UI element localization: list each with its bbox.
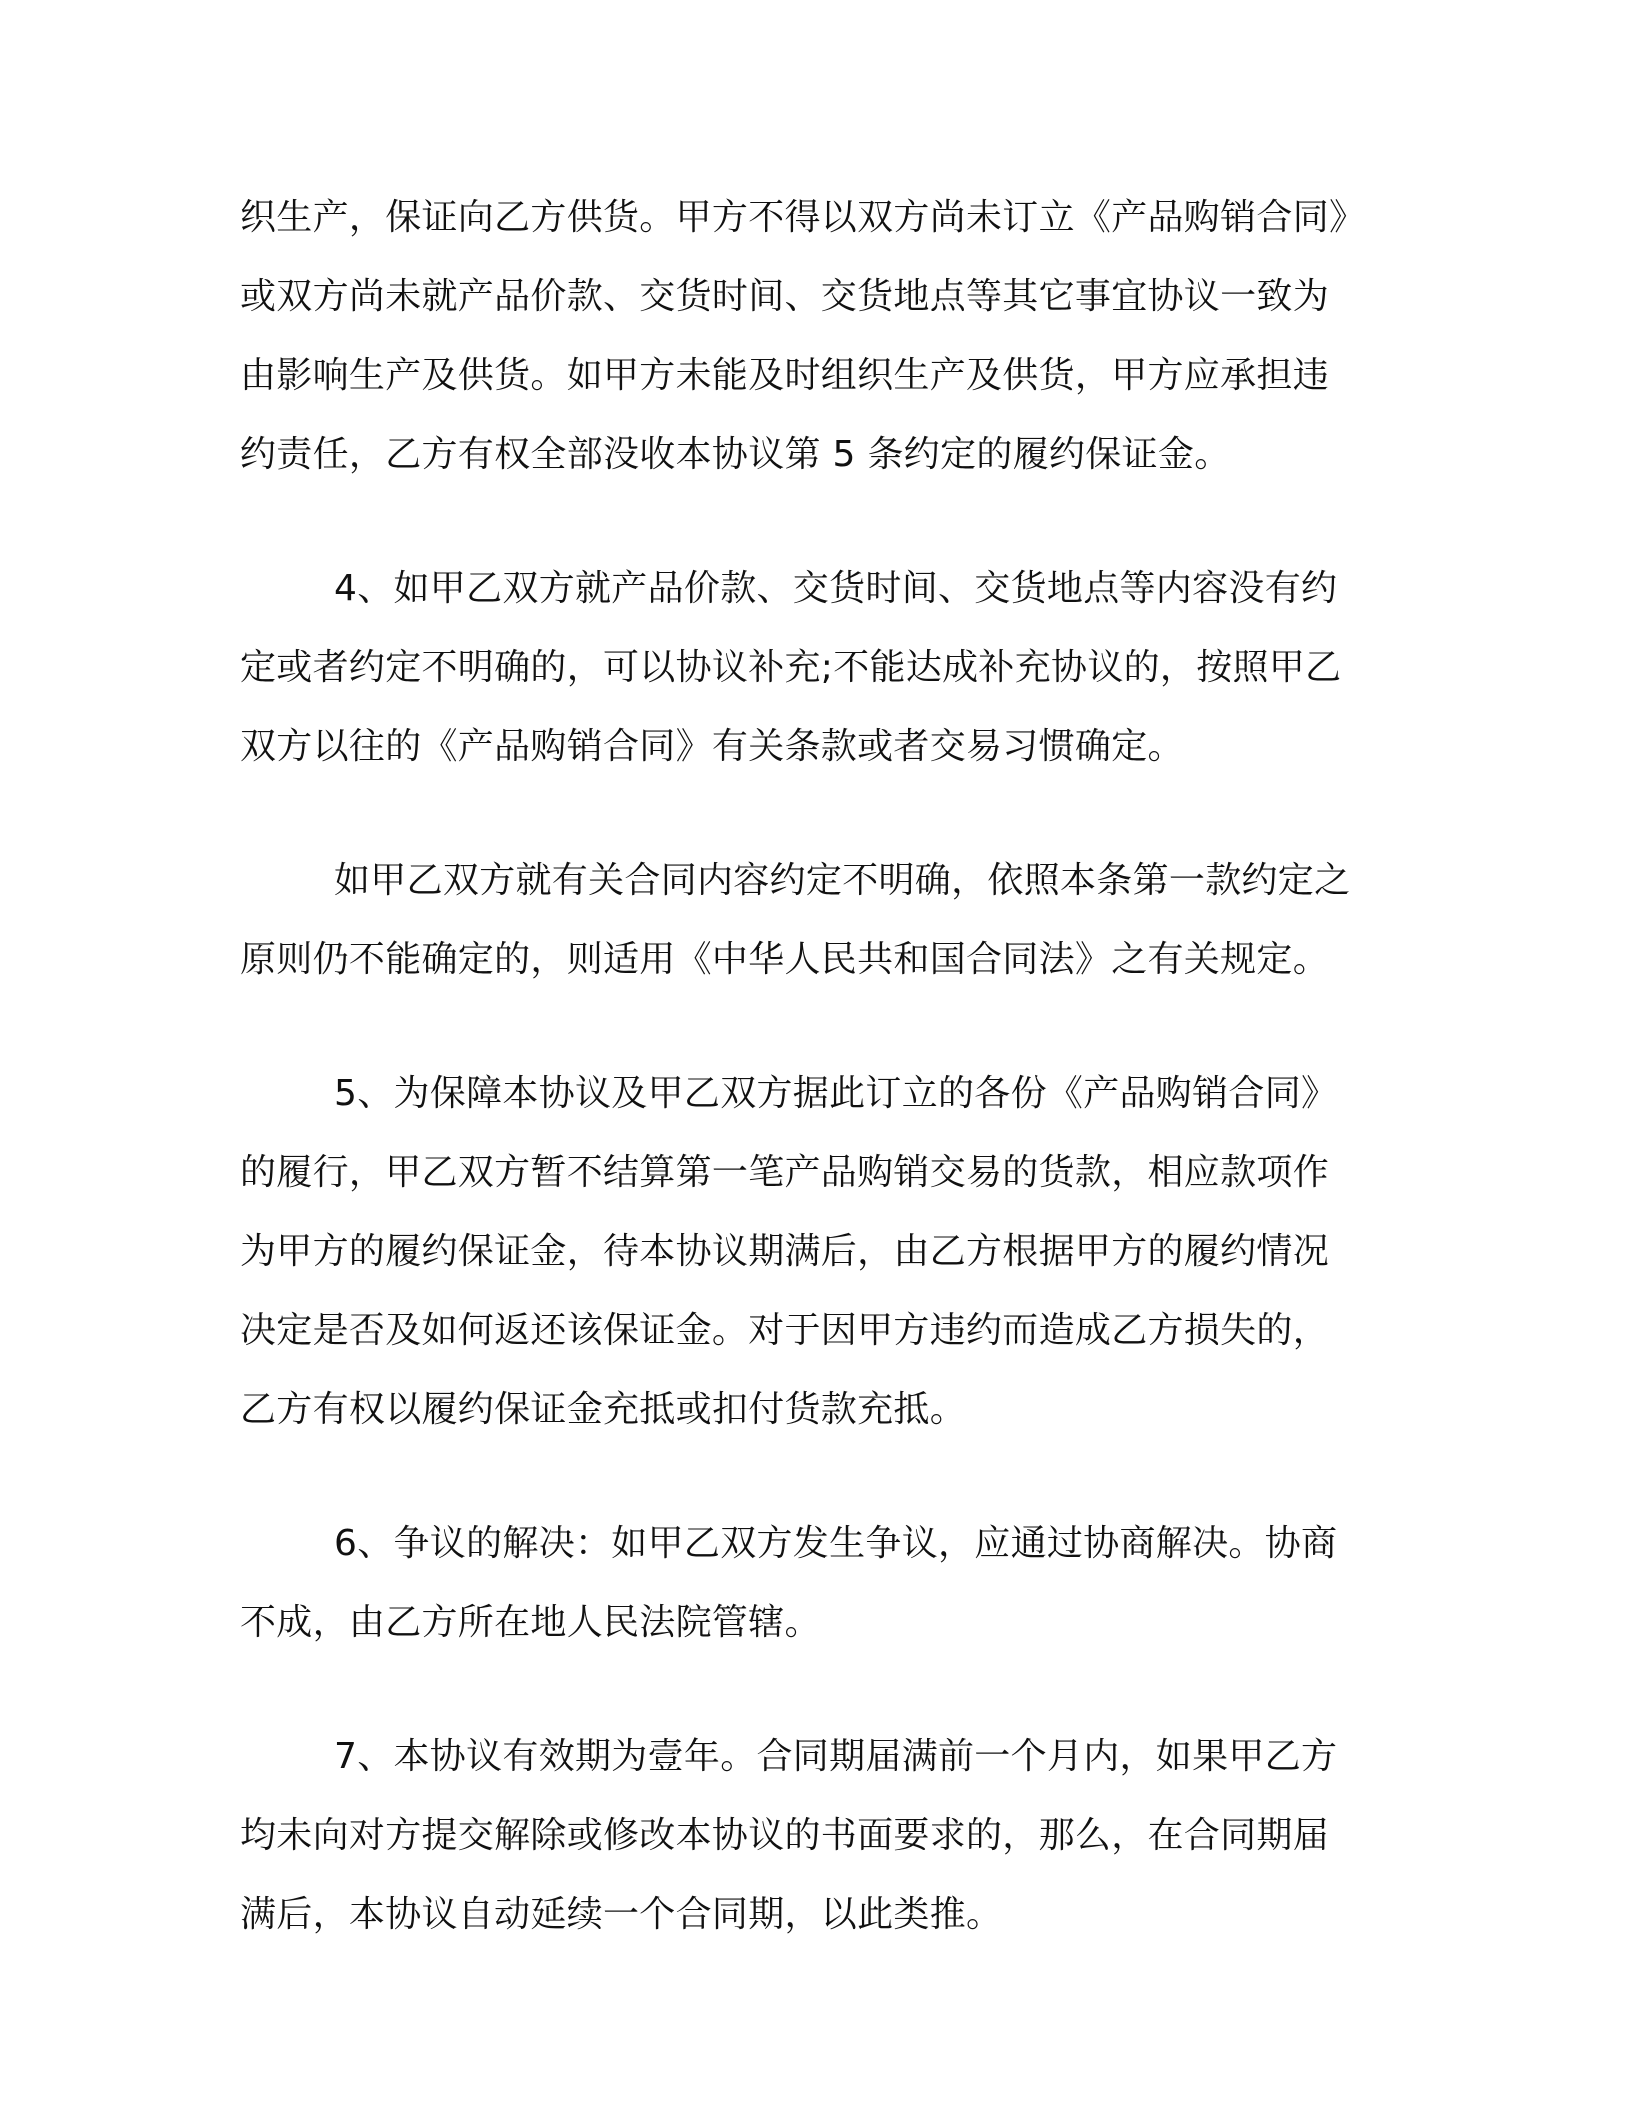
text-line: 为甲方的履约保证金，待本协议期满后，由乙方根据甲方的履约情况 bbox=[240, 1231, 1330, 1272]
text-line: 如甲乙双方就有关合同内容约定不明确，依照本条第一款约定之 bbox=[334, 860, 1351, 901]
text-line: 满后，本协议自动延续一个合同期，以此类推。 bbox=[240, 1894, 1003, 1935]
text-line: 原则仍不能确定的，则适用《中华人民共和国合同法》之有关规定。 bbox=[240, 939, 1330, 980]
text-line: 均未向对方提交解除或修改本协议的书面要求的，那么，在合同期届 bbox=[240, 1815, 1330, 1856]
text-line: 由影响生产及供货。如甲方未能及时组织生产及供货，甲方应承担违 bbox=[240, 355, 1330, 396]
paragraph-clause-4 bbox=[240, 549, 1400, 786]
document-body bbox=[240, 178, 1400, 2009]
paragraph-clause-4-supplement bbox=[240, 841, 1400, 999]
paragraph-clause-7 bbox=[240, 1717, 1400, 1954]
text-line: 6、争议的解决：如甲乙双方发生争议，应通过协商解决。协商 bbox=[334, 1523, 1338, 1564]
text-line: 5、为保障本协议及甲乙双方据此订立的各份《产品购销合同》 bbox=[334, 1073, 1338, 1114]
paragraph-clause-6 bbox=[240, 1504, 1400, 1662]
text-line: 不成，由乙方所在地人民法院管辖。 bbox=[240, 1602, 821, 1643]
paragraph-clause-5 bbox=[240, 1054, 1400, 1449]
text-line: 4、如甲乙双方就产品价款、交货时间、交货地点等内容没有约 bbox=[334, 568, 1338, 609]
text-line: 定或者约定不明确的，可以协议补充;不能达成补充协议的，按照甲乙 bbox=[240, 647, 1342, 688]
text-line: 双方以往的《产品购销合同》有关条款或者交易习惯确定。 bbox=[240, 726, 1184, 767]
text-line: 或双方尚未就产品价款、交货时间、交货地点等其它事宜协议一致为 bbox=[240, 276, 1330, 317]
text-line: 约责任，乙方有权全部没收本协议第 5 条约定的履约保证金。 bbox=[240, 434, 1231, 475]
text-line: 7、本协议有效期为壹年。合同期届满前一个月内，如果甲乙方 bbox=[334, 1736, 1338, 1777]
text-line: 的履行，甲乙双方暂不结算第一笔产品购销交易的货款，相应款项作 bbox=[240, 1152, 1330, 1193]
text-line: 乙方有权以履约保证金充抵或扣付货款充抵。 bbox=[240, 1389, 967, 1430]
paragraph-continuation bbox=[240, 178, 1400, 494]
text-line: 织生产，保证向乙方供货。甲方不得以双方尚未订立《产品购销合同》 bbox=[240, 197, 1366, 238]
text-line: 决定是否及如何返还该保证金。对于因甲方违约而造成乙方损失的， bbox=[240, 1310, 1330, 1351]
